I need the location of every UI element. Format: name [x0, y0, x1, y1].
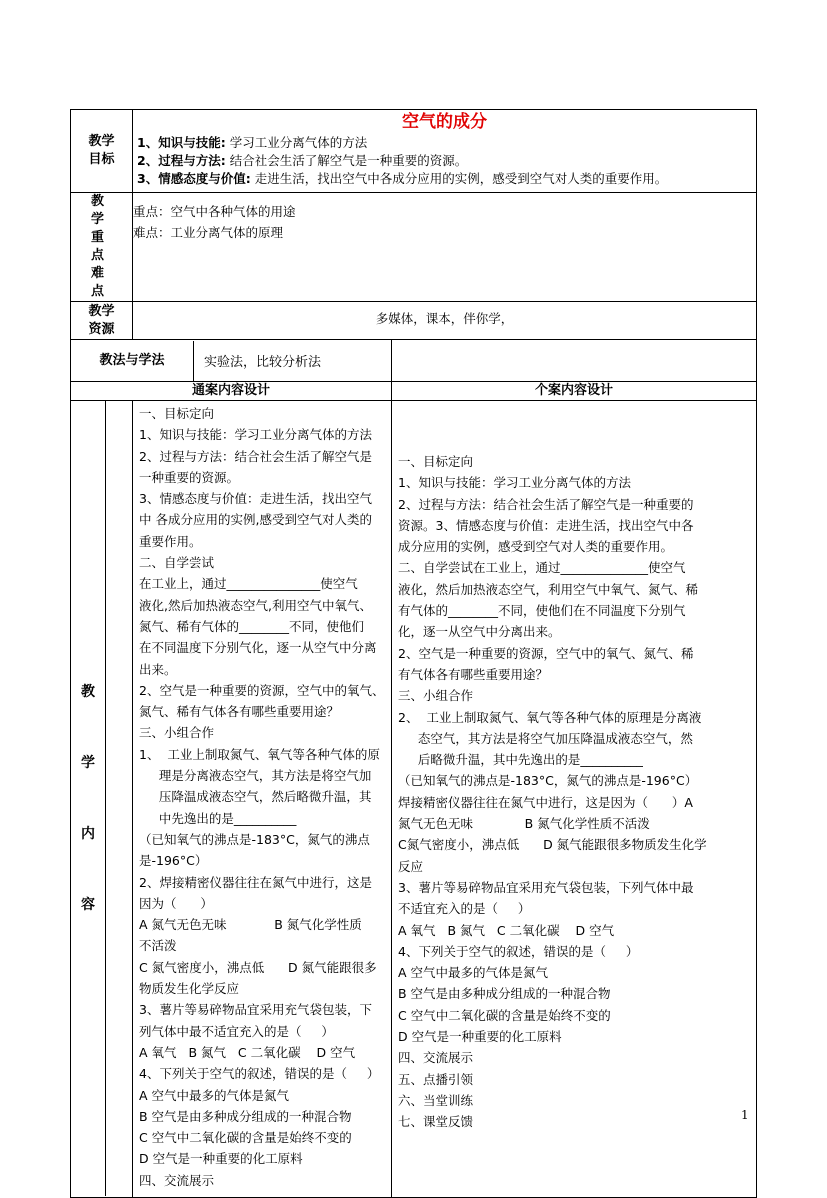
- content-line: 2、空气是一种重要的资源，空气中的氧气、: [139, 682, 385, 698]
- content-line: 三、小组合作: [398, 688, 474, 704]
- methods-label: 教法与学法: [99, 352, 165, 368]
- content-line: 六、当堂训练: [398, 1092, 474, 1108]
- content-line: 2、空气是一种重要的资源，空气中的氧气、氮气、稀: [398, 645, 694, 661]
- content-line: A 空气中最多的气体是氮气: [139, 1087, 290, 1103]
- content-line: 四、交流展示: [139, 1172, 215, 1188]
- content-line: 一种重要的资源。: [139, 469, 240, 485]
- content-line: A 空气中最多的气体是氮气: [398, 965, 549, 981]
- difficulty-line: 难点：工业分离气体的原理: [133, 225, 284, 240]
- content-line: 化，逐一从空气中分离出来。: [398, 624, 561, 640]
- content-line: 态空气，其方法是将空气加压降温成液态空气，然: [398, 730, 693, 746]
- resources-text: 多媒体，课本，伴你学，: [133, 302, 757, 340]
- content-line: 出来。: [139, 661, 177, 677]
- goals-label: 教学目标: [71, 110, 133, 193]
- goal-item-1: 1、知识与技能: 学习工业分离气体的方法: [137, 135, 368, 150]
- content-line: 焊接精密仪器往往在氮气中进行，这是因为（ ）A: [398, 794, 693, 810]
- content-line: 有气体的________不同，使他们在不同温度下分别气: [398, 603, 686, 619]
- resources-label: 教学资源: [71, 302, 133, 340]
- content-row: [71, 401, 757, 1198]
- content-line: C 空气中二氧化碳的含量是始终不变的: [139, 1130, 352, 1146]
- content-line: 中先逸出的是__________: [139, 810, 297, 826]
- content-line: 因为（ ）: [139, 895, 213, 911]
- content-line: A 氮气无色无味 B 氮气化学性质: [139, 917, 362, 933]
- content-line: 二、自学尝试: [139, 555, 215, 571]
- content-line: 3、薯片等易碎物品宜采用充气袋包装，下: [139, 1002, 372, 1018]
- content-line: 氮气、稀有气体各有哪些重要用途？: [139, 704, 340, 720]
- content-line: 液化,然后加热液态空气,利用空气中氧气、: [139, 597, 372, 613]
- content-line: 4、下列关于空气的叙述，错误的是（ ）: [139, 1066, 380, 1082]
- content-line: 二、自学尝试在工业上，通过______________使空气: [398, 560, 686, 576]
- key-points-label: 教学重点难点: [71, 193, 133, 302]
- content-line: 四、交流展示: [398, 1050, 474, 1066]
- content-line: （已知氧气的沸点是-183°C，氮气的沸点是-196°C）: [398, 773, 698, 789]
- content-line: 2、焊接精密仪器往往在氮气中进行，这是: [139, 874, 372, 890]
- content-line: B 空气是由多种成分组成的一种混合物: [139, 1108, 352, 1124]
- methods-cell: [71, 340, 392, 382]
- content-line: A 氧气 B 氮气 C 二氧化碳 D 空气: [398, 922, 615, 938]
- content-line: C氮气密度小，沸点低 D 氮气能跟很多物质发生化学: [398, 837, 707, 853]
- column-header-row: [71, 382, 757, 401]
- content-line: 七、课堂反馈: [398, 1114, 474, 1130]
- common-content: [133, 401, 391, 1191]
- individual-column-header: 个案内容设计: [392, 382, 757, 401]
- content-line: 1、知识与技能：学习工业分离气体的方法: [139, 427, 372, 443]
- content-line: 中 各成分应用的实例,感受到空气对人类的: [139, 512, 372, 528]
- content-line: 氮气无色无味 B 氮气化学性质不活泼: [398, 816, 650, 832]
- content-line: 在工业上，通过_______________使空气: [139, 576, 358, 592]
- content-line: 3、薯片等易碎物品宜采用充气袋包装，下列气体中最: [398, 879, 694, 895]
- common-column-header: 通案内容设计: [71, 382, 392, 401]
- content-line: 一、目标定向: [398, 454, 474, 469]
- content-line: C 空气中二氧化碳的含量是始终不变的: [398, 1007, 611, 1023]
- content-line: 理是分离液态空气，其方法是将空气加: [139, 768, 372, 784]
- goal-item-3: 3、情感态度与价值: 走进生活，找出空气中各成分应用的实例，感受到空气对人类的重要作用。: [137, 171, 668, 186]
- key-point-line: 重点：空气中各种气体的用途: [133, 204, 296, 219]
- content-line: 3、情感态度与价值：走进生活，找出空气: [139, 491, 372, 507]
- content-line: 物质发生化学反应: [139, 981, 240, 997]
- content-line: 氮气、稀有气体的________不同，使他们: [139, 618, 365, 634]
- page-title: 空气的成分: [402, 112, 487, 132]
- methods-text: 实验法，比较分析法: [204, 355, 322, 370]
- goals-row: [71, 110, 757, 193]
- goals-cell: [133, 110, 757, 193]
- content-line: C 氮气密度小，沸点低 D 氮气能跟很多: [139, 959, 377, 975]
- page-number: 1: [741, 1108, 749, 1122]
- content-line: A 氧气 B 氮气 C 二氧化碳 D 空气: [139, 1044, 356, 1060]
- content-line: 2、过程与方法：结合社会生活了解空气是: [139, 448, 372, 464]
- resources-row: [71, 302, 757, 340]
- content-line: 压降温成液态空气，然后略微升温，其: [139, 789, 372, 805]
- content-line: 是-196°C）: [139, 853, 208, 869]
- common-content-cell: [133, 401, 392, 1198]
- key-points-row: [71, 193, 757, 302]
- content-line: 1、知识与技能：学习工业分离气体的方法: [398, 475, 631, 491]
- content-line: 后略微升温，其中先逸出的是__________: [398, 752, 643, 768]
- content-line: 1、 工业上制取氮气、氧气等各种气体的原: [139, 746, 380, 762]
- content-line: 一、目标定向: [139, 406, 215, 421]
- content-line: B 空气是由多种成分组成的一种混合物: [398, 986, 611, 1002]
- goal-item-2: 2、过程与方法: 结合社会生活了解空气是一种重要的资源。: [137, 153, 468, 168]
- content-line: 不活泼: [139, 938, 177, 954]
- key-points-cell: [133, 193, 757, 302]
- individual-content-cell: [392, 401, 757, 1198]
- content-line: （已知氧气的沸点是-183°C，氮气的沸点: [139, 831, 370, 847]
- content-line: 液化，然后加热液态空气，利用空气中氧气、氮气、稀: [398, 581, 699, 597]
- individual-content: [392, 401, 756, 1133]
- content-line: 不适宜充入的是（ ）: [398, 901, 531, 917]
- content-line: 有气体各有哪些重要用途？: [398, 666, 549, 682]
- content-line: D 空气是一种重要的化工原料: [398, 1029, 562, 1045]
- content-line: 在不同温度下分别气化，逐一从空气中分离: [139, 640, 377, 656]
- content-line: 资源。3、情感态度与价值：走进生活，找出空气中各: [398, 517, 694, 533]
- side-label-cell: [71, 401, 133, 1198]
- side-label: 教 学 内 容: [71, 401, 106, 1196]
- content-line: 重要作用。: [139, 533, 202, 549]
- content-line: 4、下列关于空气的叙述，错误的是（ ）: [398, 943, 639, 959]
- content-line: 三、小组合作: [139, 725, 215, 741]
- content-line: 2、过程与方法：结合社会生活了解空气是一种重要的: [398, 496, 694, 512]
- content-line: 2、 工业上制取氮气、氧气等各种气体的原理是分离液: [398, 709, 702, 725]
- content-line: D 空气是一种重要的化工原料: [139, 1151, 303, 1167]
- content-line: 列气体中最不适宜充入的是（ ）: [139, 1023, 334, 1039]
- content-line: 五、点播引领: [398, 1071, 474, 1087]
- lesson-plan-table: [70, 109, 757, 1198]
- content-line: 反应: [398, 858, 424, 874]
- methods-row: [71, 340, 757, 382]
- content-line: 成分应用的实例，感受到空气对人类的重要作用。: [398, 539, 674, 555]
